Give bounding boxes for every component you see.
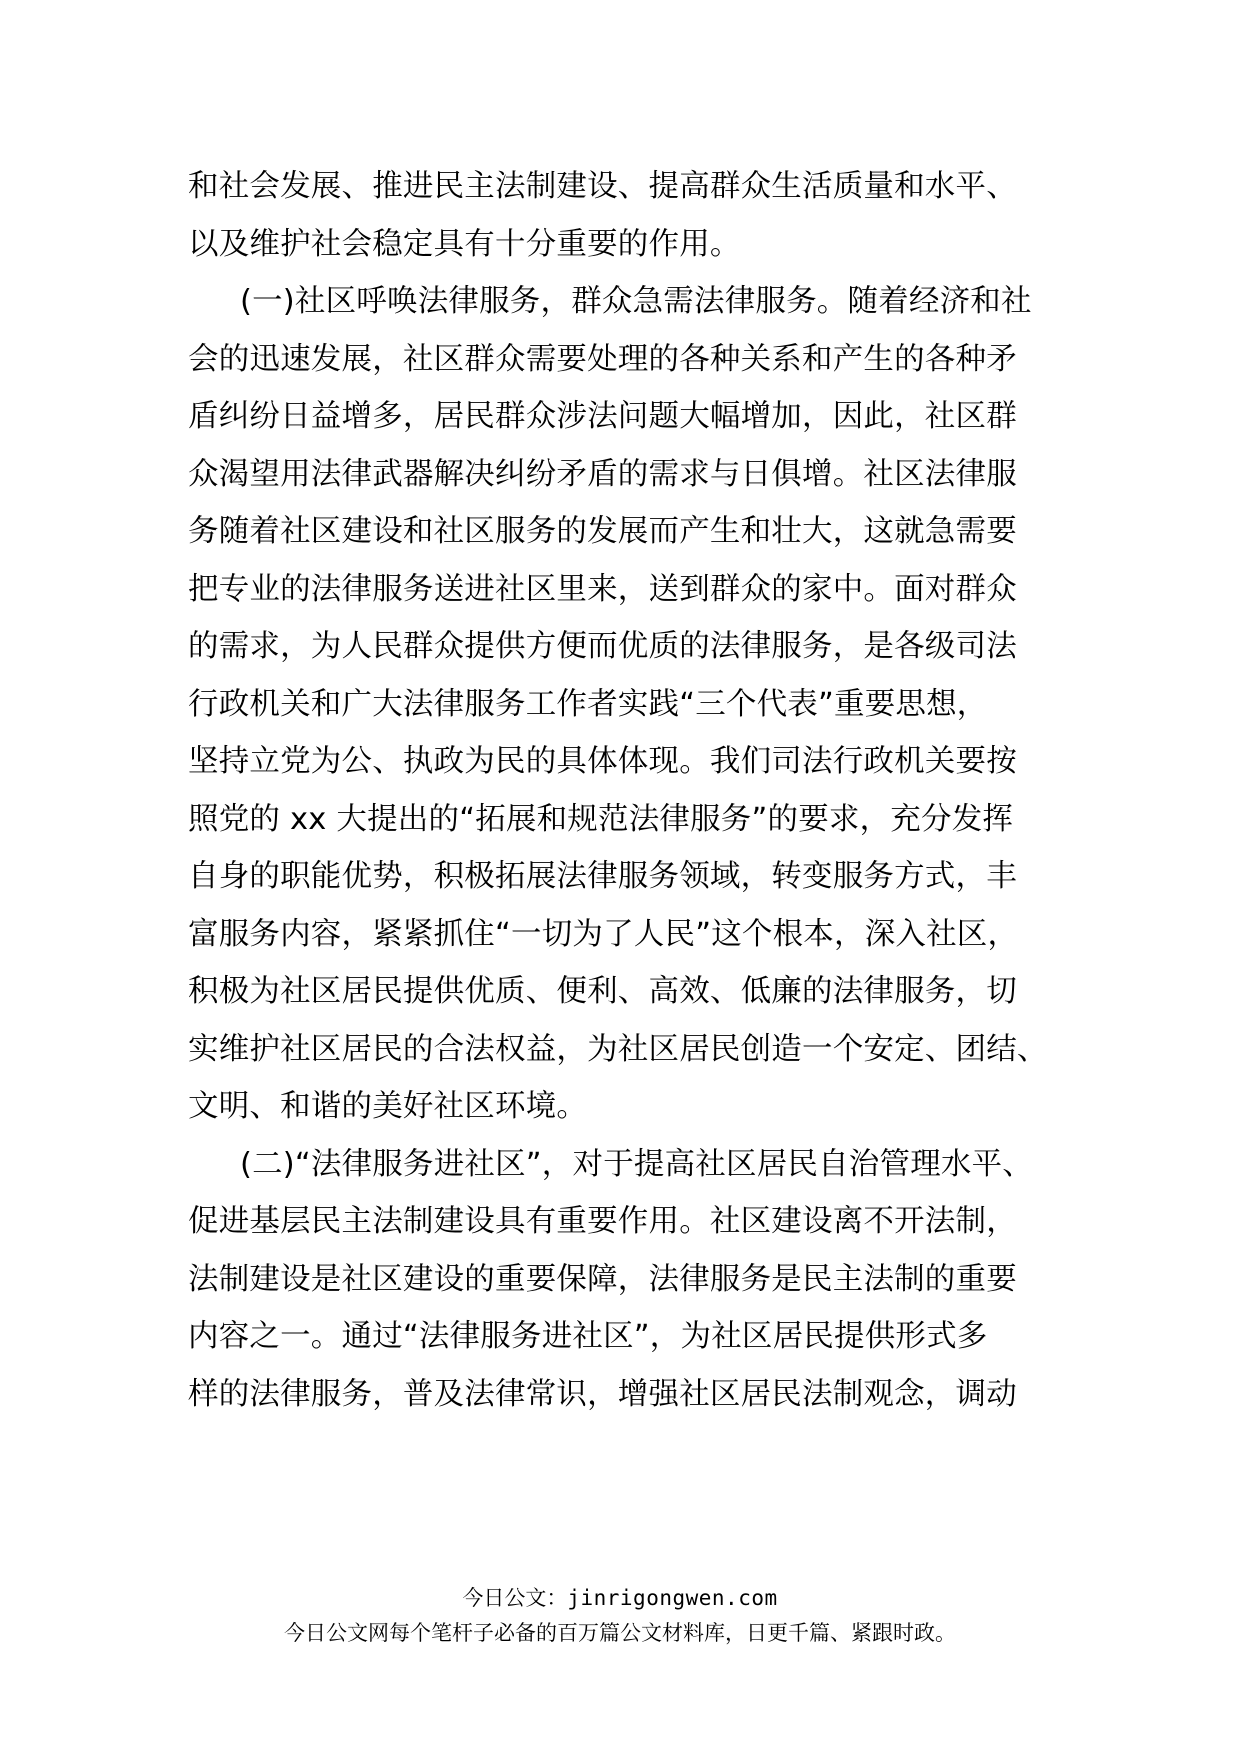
text-line: 行政机关和广大法律服务工作者实践“三个代表”重要思想，: [188, 686, 988, 722]
text-line: 照党的 xx 大提出的“拓展和规范法律服务”的要求，充分发挥: [188, 801, 1014, 837]
text-line: 务随着社区建设和社区服务的发展而产生和壮大，这就急需要: [188, 514, 1017, 549]
text-line: 和社会发展、推进民主法制建设、提高群众生活质量和水平、: [188, 169, 1017, 204]
footer-source: [0, 1584, 1240, 1612]
footer-source-label: 今日公文：: [462, 1586, 568, 1610]
text-line: 促进基层民主法制建设具有重要作用。社区建设离不开法制，: [188, 1204, 1017, 1239]
text-line: 盾纠纷日益增多，居民群众涉法问题大幅增加，因此，社区群: [188, 399, 1017, 434]
text-line: 内容之一。通过“法律服务进社区”，为社区居民提供形式多: [188, 1319, 988, 1354]
text-line: 自身的职能优势，积极拓展法律服务领域，转变服务方式，丰: [188, 859, 1017, 894]
paragraph-start-line: (二)“法律服务进社区”，对于提高社区居民自治管理水平、: [240, 1146, 1033, 1182]
text-line: 会的迅速发展，社区群众需要处理的各种关系和产生的各种矛: [188, 341, 1017, 377]
text-line: 法制建设是社区建设的重要保障，法律服务是民主法制的重要: [188, 1261, 1017, 1297]
text-line: 以及维护社会稳定具有十分重要的作用。: [188, 226, 741, 262]
text-line: 的需求，为人民群众提供方便而优质的法律服务，是各级司法: [188, 629, 1017, 664]
text-line: 坚持立党为公、执政为民的具体体现。我们司法行政机关要按: [188, 744, 1017, 779]
text-line: 把专业的法律服务送进社区里来，送到群众的家中。面对群众: [188, 571, 1017, 607]
paragraph-start-line: (一)社区呼唤法律服务，群众急需法律服务。随着经济和社: [240, 284, 1032, 319]
text-line: 富服务内容，紧紧抓住“一切为了人民”这个根本，深入社区，: [188, 916, 1019, 952]
text-line: 众渴望用法律武器解决纠纷矛盾的需求与日俱增。社区法律服: [188, 456, 1017, 492]
text-line: 样的法律服务，普及法律常识，增强社区居民法制观念，调动: [188, 1376, 1017, 1412]
text-line: 文明、和谐的美好社区环境。: [188, 1089, 588, 1124]
text-line: 积极为社区居民提供优质、便利、高效、低廉的法律服务，切: [188, 974, 1017, 1009]
footer-slogan: 今日公文网每个笔杆子必备的百万篇公文材料库，日更千篇、紧跟时政。: [284, 1621, 956, 1645]
footer-source-url[interactable]: jinrigongwen.com: [567, 1586, 778, 1610]
text-line: 实维护社区居民的合法权益，为社区居民创造一个安定、团结、: [188, 1031, 1048, 1067]
